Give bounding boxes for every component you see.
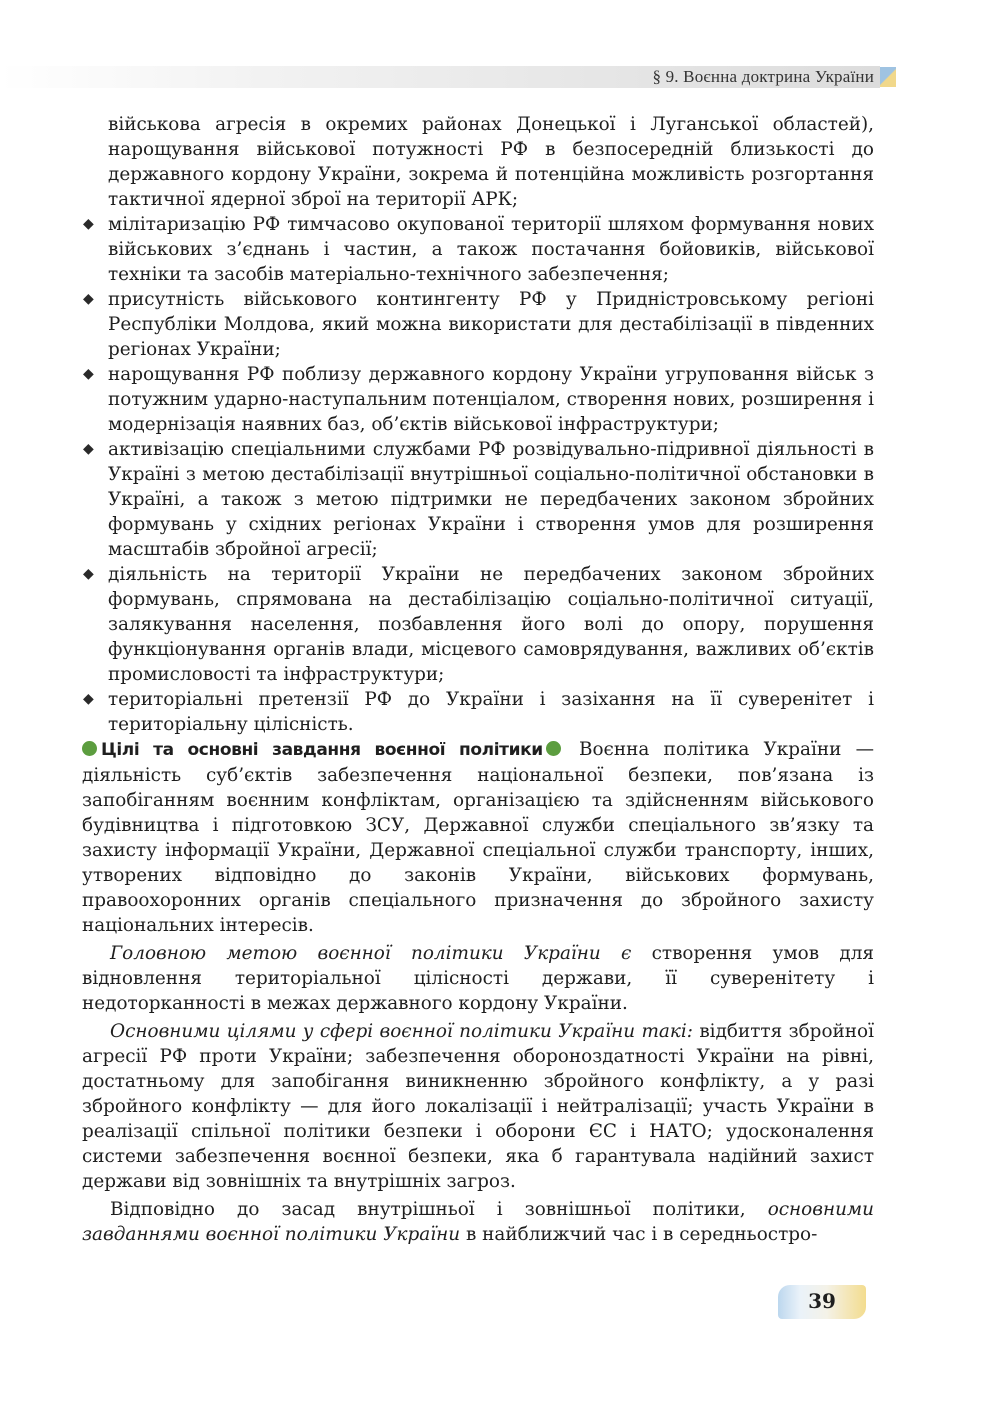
page-number: 39: [808, 1289, 836, 1313]
diamond-bullet-icon: ◆: [83, 216, 94, 232]
list-item-text: нарощування РФ поблизу державного кордону України угруповання військ з потужним ударно-наступальним потенціалом, створення нових, розширення і модернізація наявних баз, об’єктів військової інфраструктури;: [108, 364, 874, 435]
list-item-text: активізацію спеціальними службами РФ розвідувально-підривної діяльності в Україні з метою дестабілізації внутрішньої соціально-політичної обстановки в Україні, а також з метою підтримки не передбачених законом збройних формувань у східних регіонах України і створення умов для розширення масштабів збройної агресії;: [108, 439, 874, 560]
page-content: [82, 112, 874, 1247]
tasks-emphasis: основними завданнями воєнної політики України: [82, 1199, 874, 1245]
tasks-text-before: Відповідно до засад внутрішньої і зовнішньої політики,: [110, 1199, 746, 1220]
list-item: [82, 362, 874, 437]
list-item: [82, 437, 874, 562]
list-item: [82, 562, 874, 687]
goal-text: створення умов для відновлення територіальної цілісності держави, її суверенітету і недоторканності в межах державного кордону України.: [82, 943, 874, 1014]
page-number-badge: [778, 1285, 866, 1319]
list-item-text: територіальні претензії РФ до України і зазіхання на її суверенітет і територіальну цілісність.: [108, 689, 874, 735]
list-item: [82, 687, 874, 737]
list-item-text: діяльність на території України не передбачених законом збройних формувань, спрямована на дестабілізацію соціально-політичної ситуації, залякування населення, позбавлення його волі до опору, порушення функціонування органів влади, місцевого самоврядування, важливих об’єктів промисловості та інфраструктури;: [108, 564, 874, 685]
goal-paragraph: [82, 941, 874, 1016]
list-item-text: присутність військового контингенту РФ у Придністровському регіоні Республіки Молдова, який можна використати для дестабілізації в південних регіонах України;: [108, 289, 874, 360]
section-title: Цілі та основні завдання воєнної політики: [101, 740, 543, 760]
list-item: [82, 212, 874, 287]
section-text: Воєнна політика України — діяльність суб’єктів забезпечення національної безпеки, пов’язана із запобіганням воєнним конфліктам, організацією та здійсненням військового будівництва і підготовкою ЗСУ, Державної служби спеціального зв’язку та захисту інформації України, Державної спеціальної служби транспорту, інших, утворених відповідно до законів України, військових формувань, правоохоронних органів спеціального призначення до збройного захисту національних інтересів.: [82, 739, 874, 936]
green-dot-icon: [82, 741, 97, 756]
diamond-bullet-icon: ◆: [83, 366, 94, 382]
tasks-text-after: в найближчий час і в середньостро-: [465, 1224, 818, 1245]
aims-emphasis: Основними цілями у сфері воєнної політики України такі:: [110, 1021, 693, 1042]
list-item-text: мілітаризацію РФ тимчасово окупованої території шляхом формування нових військових з’єднань і частин, а також постачання бойовиків, військової техніки та засобів матеріально-технічного забезпечення;: [108, 214, 874, 285]
intro-continuation: військова агресія в окремих районах Донецької і Луганської областей), нарощування військової потужності РФ в безпосередній близькості до державного кордону України, зокрема й потенційна можливість розгортання тактичної ядерної зброї на території АРК;: [108, 114, 874, 210]
green-dot-icon: [546, 741, 561, 756]
diamond-bullet-icon: ◆: [83, 691, 94, 707]
aims-text: відбиття збройної агресії РФ проти України; забезпечення обороноздатності України на рівні, достатньому для запобігання виникненню збройного конфлікту, а у разі збройного конфлікту — для його локалізації і нейтралізації; участь України в реалізації спільної політики безпеки і оборони ЄС і НАТО; удосконалення системи забезпечення воєнної безпеки, яка б гарантувала надійний захист держави від зовнішніх та внутрішніх загроз.: [82, 1021, 874, 1192]
header-corner-decoration: [880, 67, 896, 87]
list-item: [82, 287, 874, 362]
diamond-bullet-icon: ◆: [83, 291, 94, 307]
threat-list: [82, 212, 874, 737]
diamond-bullet-icon: ◆: [83, 441, 94, 457]
diamond-bullet-icon: ◆: [83, 566, 94, 582]
goal-emphasis: Головною метою воєнної політики України є: [110, 943, 632, 964]
tasks-paragraph: [82, 1197, 874, 1247]
running-title: § 9. Воєнна доктрина України: [652, 67, 874, 86]
aims-paragraph: [82, 1019, 874, 1194]
section-paragraph: [82, 737, 874, 938]
